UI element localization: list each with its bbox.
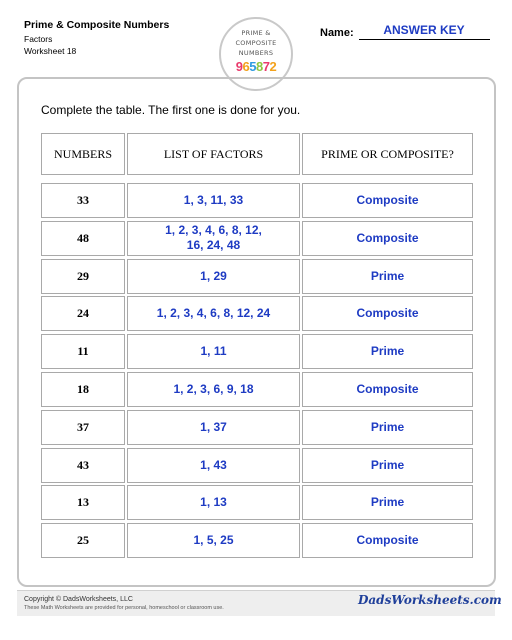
answer-cell: Prime: [302, 485, 473, 520]
disclaimer-text: These Math Worksheets are provided for personal, homeschool or classroom use.: [24, 605, 224, 611]
factors-cell: [127, 410, 300, 445]
factors-list: [200, 344, 226, 359]
factors-list: [157, 306, 270, 321]
answer-cell: Composite: [302, 372, 473, 407]
answer-cell: Prime: [302, 334, 473, 369]
number-cell: 24: [41, 296, 125, 331]
number-cell: 18: [41, 372, 125, 407]
number-cell: 13: [41, 485, 125, 520]
factors-list: [200, 495, 227, 510]
instructions: Complete the table. The first one is done for you.: [41, 103, 301, 117]
header-prime-composite: PRIME OR COMPOSITE?: [302, 133, 473, 175]
dadsworksheets-logo[interactable]: DadsWorksheets.com: [358, 593, 502, 607]
logo-digit: 8: [256, 59, 263, 74]
logo-line-2: COMPOSITE: [235, 39, 277, 47]
logo-line-1: PRIME &: [241, 29, 271, 37]
factors-list: [193, 533, 233, 548]
factors-line: 1, 3, 11, 33: [183, 193, 244, 207]
factors-cell: [127, 259, 300, 294]
logo-digit: 5: [249, 59, 256, 74]
factors-cell: [127, 523, 300, 558]
number-cell: 29: [41, 259, 125, 294]
header-numbers: NUMBERS: [41, 133, 125, 175]
number-cell: 48: [41, 221, 125, 256]
factors-list: [200, 269, 227, 284]
worksheet-subtitle: Factors: [24, 34, 53, 44]
name-field[interactable]: ANSWER KEY: [383, 23, 465, 37]
number-cell: 43: [41, 448, 125, 483]
factors-line: 1, 37: [200, 419, 227, 434]
logo-digit: 2: [269, 59, 277, 74]
answer-cell: Prime: [302, 259, 473, 294]
answer-cell: Composite: [302, 221, 473, 256]
copyright-text: Copyright © DadsWorksheets, LLC: [24, 596, 133, 603]
factors-line: 1, 2, 3, 4, 6, 8, 12,: [165, 223, 262, 238]
factors-list: [200, 458, 227, 473]
factors-line: 1, 2, 3, 6, 9, 18: [173, 382, 254, 396]
number-cell: 37: [41, 410, 125, 445]
logo-line-3: NUMBERS: [238, 49, 274, 57]
factors-list: [165, 223, 262, 253]
factors-cell: [127, 448, 300, 483]
answer-cell: Composite: [302, 523, 473, 558]
logo-digit: 7: [262, 59, 270, 74]
header-factors: LIST OF FACTORS: [127, 133, 300, 175]
factors-line: 1, 11: [200, 344, 227, 359]
factors-list: [173, 382, 253, 397]
logo-digit: 9: [235, 59, 243, 74]
factors-cell: [127, 183, 300, 218]
factors-line: 1, 13: [200, 495, 227, 510]
factors-line: 1, 43: [200, 457, 227, 472]
answer-cell: Composite: [302, 296, 473, 331]
answer-cell: Prime: [302, 448, 473, 483]
logo-digit: 6: [242, 59, 250, 74]
worksheet-number: Worksheet 18: [24, 46, 77, 56]
factors-cell: [127, 221, 300, 256]
factors-cell: [127, 296, 300, 331]
factors-cell: [127, 485, 300, 520]
factors-cell: [127, 334, 300, 369]
name-label: Name:: [320, 27, 354, 39]
number-cell: 25: [41, 523, 125, 558]
number-cell: 11: [41, 334, 125, 369]
factors-line: 1, 2, 3, 4, 6, 8, 12, 24: [156, 306, 271, 321]
answer-cell: Composite: [302, 183, 473, 218]
logo-digits: [223, 59, 289, 74]
worksheet-title: Prime & Composite Numbers: [24, 19, 170, 31]
factors-line: 16, 24, 48: [186, 238, 241, 253]
factors-list: [200, 420, 227, 435]
number-cell: 33: [41, 183, 125, 218]
factors-list: [184, 193, 243, 208]
name-underline: [359, 39, 490, 40]
factors-cell: [127, 372, 300, 407]
factors-line: 1, 29: [200, 268, 227, 283]
answer-cell: Prime: [302, 410, 473, 445]
factors-line: 1, 5, 25: [193, 533, 234, 548]
